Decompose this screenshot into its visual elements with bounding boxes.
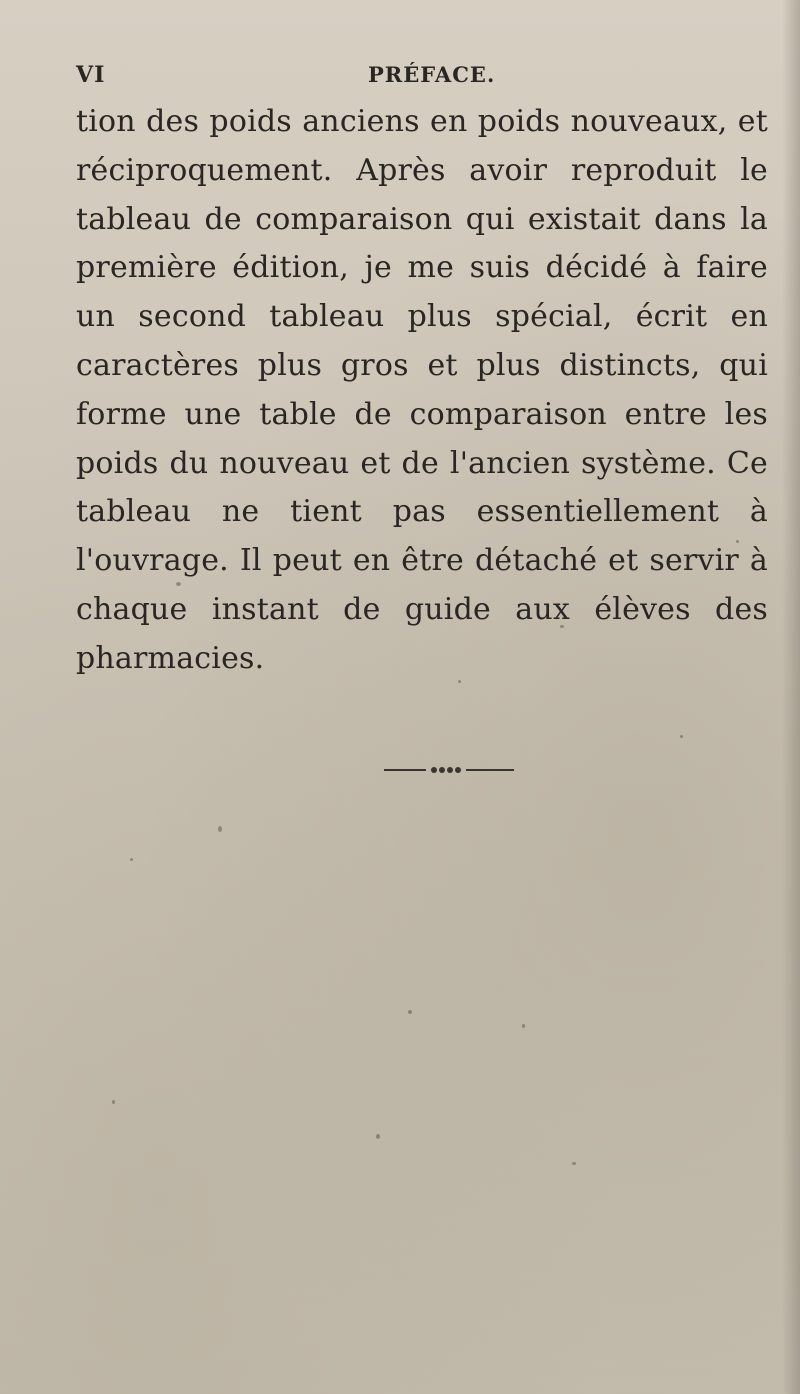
tailpiece-dot [439, 767, 445, 773]
paper-speck [458, 680, 461, 683]
paper-speck [736, 540, 739, 543]
paper-speck [560, 625, 564, 628]
paper-speck [112, 1100, 115, 1104]
paper-speck [130, 858, 133, 861]
paper-speck [408, 1010, 412, 1014]
running-head [76, 62, 776, 92]
tailpiece-dot [455, 767, 461, 773]
page-edge-shadow [782, 0, 800, 1394]
tailpiece-dot [447, 767, 453, 773]
body-paragraph: tion des poids anciens en poids nouveaux, et réciproquement. Après avoir reproduit le tableau de comparaison qui existait dans la première édition, je me suis décidé à faire un second tableau plus spécial, écrit en caractères plus gros et plus distincts, qui forme une table de comparaison entre les poids du nouveau et de l'ancien système. Ce tableau ne tient pas essentiellement à l'ouvrage. Il peut en être détaché et servir à chaque instant de guide aux élèves des pharmacies. [76, 104, 768, 676]
paper-speck [176, 582, 181, 586]
paper-speck [376, 1134, 380, 1139]
paper-speck [572, 1162, 576, 1165]
running-title: PRÉFACE. [368, 62, 496, 87]
paper-speck [680, 735, 683, 738]
paper-speck [522, 1024, 525, 1028]
tailpiece-ornament [384, 764, 514, 776]
page-number: VI [76, 62, 106, 88]
tailpiece-dot [431, 767, 437, 773]
paper-speck [218, 826, 222, 832]
